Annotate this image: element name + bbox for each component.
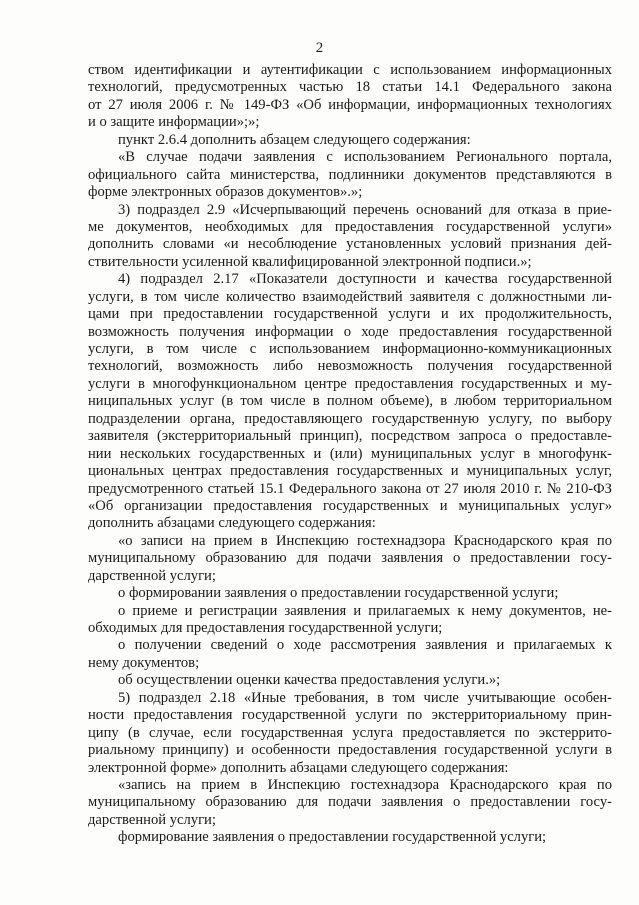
text-line: об осуществлении оценки качества предоставления услуги.»; xyxy=(118,672,501,689)
text-line: ствительности усиленной квалифицированной электронной подписи.»; xyxy=(88,253,532,270)
text-line: дарственной услуги; xyxy=(88,567,216,584)
text-line: форме электронных образов документов».»; xyxy=(88,184,363,201)
text-line: нии нескольких государственных и (или) муниципальных услуг в многофунк- xyxy=(88,445,612,462)
text-line: подразделении органа, предоставляющего государственную услугу, по выбору xyxy=(88,410,612,427)
text-line: о приеме и регистрации заявления и прилагаемых к нему документов, не- xyxy=(118,602,612,619)
text-line: ме документов, необходимых для предоставления государственной услуги» xyxy=(88,218,612,235)
text-line: дополнить абзацами следующего содержания: xyxy=(88,515,376,532)
text-line: о формировании заявления о предоставлении государственной услуги; xyxy=(118,585,559,602)
text-line: услуги в многофункциональном центре предоставления государственных и му- xyxy=(88,375,612,392)
text-line: технологий, возможность либо невозможность получения государственной xyxy=(88,358,612,375)
text-line: дополнить словами «и несоблюдение установленных условий признания дей- xyxy=(88,236,612,253)
text-line: «В случае подачи заявления с использованием Регионального портала, xyxy=(118,149,612,166)
text-line: дарственной услуги; xyxy=(88,811,216,828)
text-line: 4) подраздел 2.17 «Показатели доступности и качества государственной xyxy=(118,271,612,288)
text-line: риальному принципу) и особенности предоставления государственной услуги в xyxy=(88,742,612,759)
text-line: предусмотренного статьей 15.1 Федерального закона от 27 июля 2010 г. № 210-ФЗ xyxy=(88,480,612,497)
text-line: муниципальному образованию для подачи заявления о предоставлении госу- xyxy=(88,550,612,567)
text-line: возможность получения информации о ходе предоставления государственной xyxy=(88,323,612,340)
text-line: 5) подраздел 2.18 «Иные требования, в том числе учитывающие особен- xyxy=(118,689,612,706)
text-line: «Об организации предоставления государственных и муниципальных услуг» xyxy=(88,497,612,514)
text-line: формирование заявления о предоставлении государственной услуги; xyxy=(118,829,547,846)
text-line: электронной форме» дополнить абзацами следующего содержания: xyxy=(88,759,509,776)
text-line: ности предоставления государственной услуги по экстерриториальному прин- xyxy=(88,707,612,724)
text-line: заявителя (экстерриториальный принцип), посредством запроса о предоставле- xyxy=(88,428,612,445)
text-line: о получении сведений о ходе рассмотрения заявления и прилагаемых к xyxy=(118,637,612,654)
text-line: ниципальных услуг (в том числе в полном объеме), в любом территориальном xyxy=(88,393,612,410)
text-line: услуги, в том числе с использованием информационно-коммуникационных xyxy=(88,341,612,357)
text-line: ципу (в случае, если государственная услуга предоставляется по экстеррито- xyxy=(88,724,612,741)
text-line: обходимых для предоставления государственной услуги; xyxy=(88,620,443,636)
text-line: цами при предоставлении государственной услуги и их продолжительность, xyxy=(88,306,612,323)
page-number: 2 xyxy=(315,40,324,56)
text-line: официального сайта министерства, подлинники документов представляются в xyxy=(88,166,612,183)
text-line: «о записи на прием в Инспекцию гостехнадзора Краснодарского края по xyxy=(118,532,612,549)
text-line: и о защите информации»;»; xyxy=(88,114,260,131)
text-line: нему документов; xyxy=(88,654,200,671)
text-line: 3) подраздел 2.9 «Исчерпывающий перечень оснований для отказа в прие- xyxy=(118,201,612,218)
text-line: услуги, в том числе количество взаимодействий заявителя с должностными ли- xyxy=(88,288,612,305)
text-line: муниципальному образованию для подачи заявления о предоставлении госу- xyxy=(88,794,612,811)
text-line: от 27 июля 2006 г. № 149-ФЗ «Об информации, информационных технологиях xyxy=(88,96,612,113)
text-line: циональных центрах предоставления государственных и муниципальных услуг, xyxy=(88,463,612,480)
text-line: пункт 2.6.4 дополнить абзацем следующего содержания: xyxy=(118,131,471,148)
text-line: ством идентификации и аутентификации с использованием информационных xyxy=(88,62,612,78)
document-body xyxy=(88,62,612,847)
text-line: «запись на прием в Инспекцию гостехнадзора Краснодарского края по xyxy=(118,776,612,793)
text-line: технологий, предусмотренных частью 18 статьи 14.1 Федерального закона xyxy=(88,79,612,96)
